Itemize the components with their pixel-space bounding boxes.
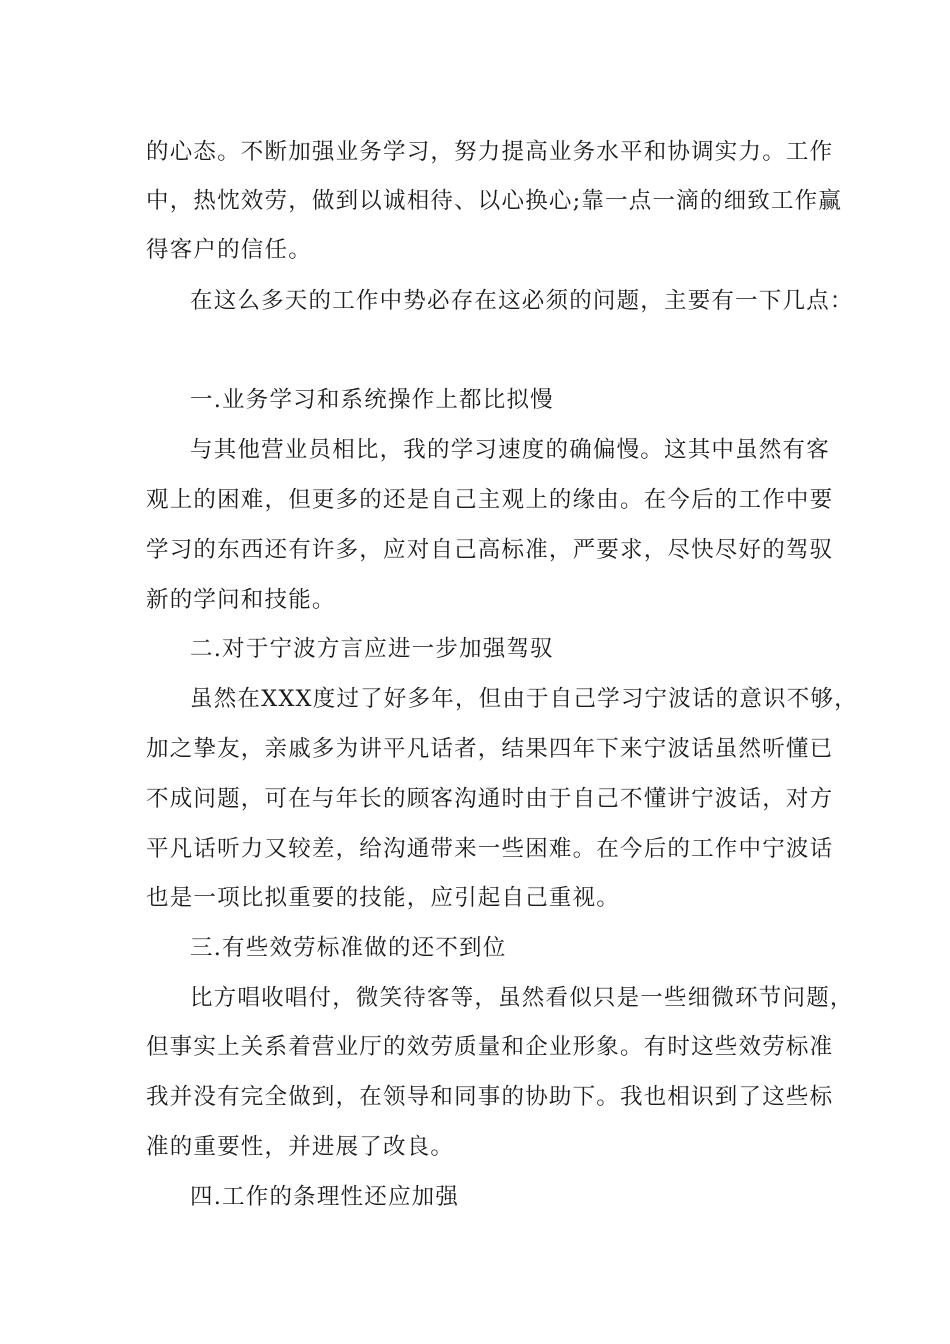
paragraph-line: 的心态。不断加强业务学习，努力提高业务水平和协调实力。工作 xyxy=(146,139,834,165)
paragraph-line: 在这么多天的工作中势必存在这必须的问题，主要有一下几点： xyxy=(190,288,854,314)
paragraph-line: 中，热忱效劳，做到以诚相待、以心换心;靠一点一滴的细致工作赢 xyxy=(146,188,843,214)
paragraph-line: 加之挚友，亲戚多为讲平凡话者，结果四年下来宁波话虽然听懂已 xyxy=(146,736,834,762)
paragraph-line: 观上的困难，但更多的还是自己主观上的缘由。在今后的工作中要 xyxy=(146,487,834,513)
paragraph-line: 但事实上关系着营业厅的效劳质量和企业形象。有时这些效劳标准 xyxy=(146,1034,834,1060)
paragraph-line: 虽然在XXX度过了好多年，但由于自己学习宁波话的意识不够， xyxy=(190,686,858,712)
paragraph-line: 平凡话听力又较差，给沟通带来一些困难。在今后的工作中宁波话 xyxy=(146,836,834,862)
section-heading: 一.业务学习和系统操作上都比拟慢 xyxy=(190,387,554,413)
paragraph-line: 得客户的信任。 xyxy=(146,237,312,263)
paragraph-line: 新的学问和技能。 xyxy=(146,587,336,613)
section-heading: 四.工作的条理性还应加强 xyxy=(190,1184,460,1210)
section-heading: 二.对于宁波方言应进一步加强驾驭 xyxy=(190,636,554,662)
paragraph-line: 比方唱收唱付，微笑待客等，虽然看似只是一些细微环节问题， xyxy=(190,985,854,1011)
paragraph-line: 准的重要性，并进展了改良。 xyxy=(146,1134,455,1160)
paragraph-line: 也是一项比拟重要的技能，应引起自己重视。 xyxy=(146,885,621,911)
paragraph-line: 不成问题，可在与年长的顾客沟通时由于自己不懂讲宁波话，对方 xyxy=(146,786,834,812)
section-heading: 三.有些效劳标准做的还不到位 xyxy=(190,935,507,961)
paragraph-line: 学习的东西还有许多，应对自己高标准，严要求，尽快尽好的驾驭 xyxy=(146,537,834,563)
paragraph-line: 与其他营业员相比，我的学习速度的确偏慢。这其中虽然有客 xyxy=(190,437,830,463)
paragraph-line: 我并没有完全做到，在领导和同事的协助下。我也相识到了这些标 xyxy=(146,1084,834,1110)
